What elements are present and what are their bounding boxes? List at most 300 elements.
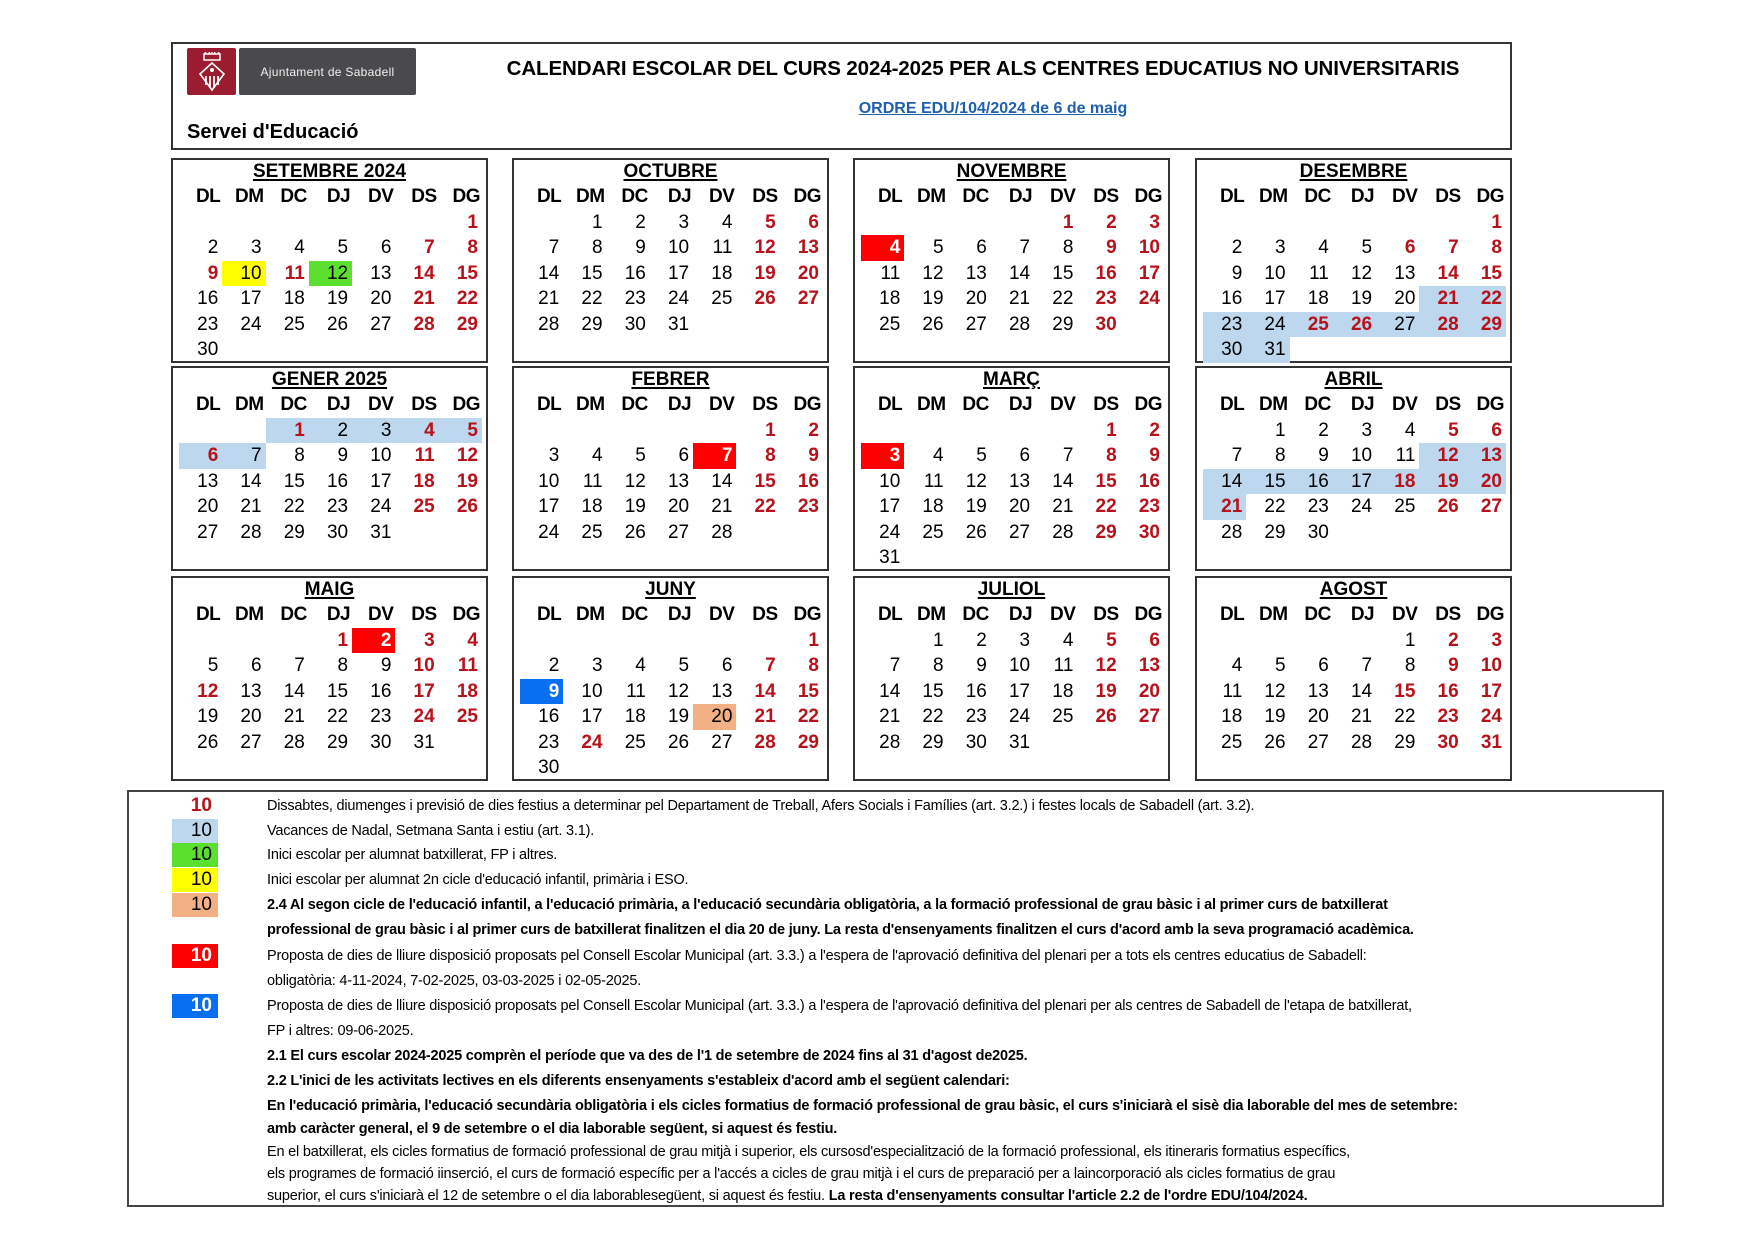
weekday-label: DL (195, 186, 221, 207)
week-row (1203, 418, 1506, 444)
week-row (179, 730, 482, 756)
weekday-label: DS (1093, 186, 1119, 207)
day-cell: 12 (965, 470, 987, 492)
legend-text (267, 1144, 1350, 1160)
weekday-label: DC (962, 604, 989, 625)
day-cell: 25 (922, 521, 944, 543)
empty-cell (780, 520, 823, 546)
week-row (179, 312, 482, 338)
legend-text (267, 973, 641, 989)
legend-text-main: obligatòria: 4-11-2024, 7-02-2025, 03-03-2025 i 02-05-2025. (267, 972, 642, 989)
weekday-label: DC (280, 394, 307, 415)
legend-text-main: 2.4 Al segon cicle de l'educació infantil, a l'educació primària, a l'educació secundària obligatòria, a la formació professional de grau bàsic i al primer curs de batxillerat (267, 896, 1388, 913)
legend-text (267, 823, 594, 839)
day-cell: 13 (240, 680, 262, 702)
empty-cell (1376, 210, 1419, 236)
legend-text-main: Vacances de Nadal, Setmana Santa i estiu (art. 3.1). (267, 822, 595, 839)
weekday-label: DL (195, 394, 221, 415)
empty-cell (266, 337, 309, 363)
weekday-label: DC (621, 604, 648, 625)
week-row (861, 679, 1164, 705)
legend-text (267, 1166, 1335, 1182)
week-row (520, 235, 823, 261)
day-cell: 24 (538, 521, 560, 543)
day-cell: 23 (624, 288, 646, 309)
day-cell: 15 (1052, 262, 1074, 284)
day-cell: 5 (1106, 629, 1117, 651)
month-title (855, 369, 1168, 391)
weekday-label: DM (576, 394, 605, 415)
month-calendar (853, 158, 1170, 363)
legend-text-main: els programes de formació iinserció, el curs de formació específic per a l'accés a cicles de grau mitjà i el curs de preparació per a laincorporació als cicles formatius de grau (267, 1165, 1336, 1182)
day-cell: 10 (413, 655, 435, 676)
day-cell: 4 (395, 418, 438, 444)
day-cell: 2 (352, 628, 395, 654)
week-row (861, 730, 1164, 756)
day-cell: 11 (414, 445, 435, 466)
week-row (179, 628, 482, 654)
week-row (861, 520, 1164, 546)
day-cell: 2 (635, 211, 646, 233)
day-cell: 20 (667, 496, 690, 517)
weekday-label: DM (1259, 394, 1288, 415)
day-cell: 7 (222, 443, 265, 469)
day-cell: 15 (922, 680, 944, 702)
day-cell: 18 (456, 680, 478, 702)
month-calendar (512, 366, 829, 571)
month-calendar (512, 158, 829, 363)
legend (127, 790, 1664, 1207)
empty-cell (1419, 520, 1462, 546)
day-cell: 31 (1480, 731, 1502, 753)
day-cell: 17 (581, 706, 603, 727)
empty-cell (861, 210, 904, 236)
day-cell: 17 (413, 680, 435, 702)
weekday-label: DV (368, 186, 394, 207)
day-cell: 12 (667, 680, 690, 702)
day-cell: 25 (1221, 731, 1243, 753)
week-row (861, 235, 1164, 261)
legend-swatch: 10 (172, 893, 218, 917)
day-cell: 23 (1437, 706, 1459, 727)
month-title (173, 369, 486, 391)
day-cell: 28 (1221, 521, 1243, 543)
day-cell: 26 (1437, 496, 1459, 517)
day-cell: 19 (754, 262, 776, 284)
empty-cell (693, 755, 736, 781)
week-row (1203, 679, 1506, 705)
day-cell: 7 (693, 443, 736, 469)
day-cell: 22 (1463, 286, 1506, 312)
empty-cell (991, 545, 1034, 571)
empty-cell (607, 755, 650, 781)
day-cell: 20 (693, 704, 736, 730)
week-row (179, 494, 482, 520)
empty-cell (1121, 545, 1164, 571)
week-row (179, 261, 482, 287)
month-title (514, 161, 827, 183)
day-cell: 6 (380, 237, 392, 258)
day-cell: 9 (1231, 262, 1243, 284)
day-cell: 27 (1307, 731, 1329, 753)
day-cell: 16 (326, 470, 349, 492)
day-cell: 2 (808, 419, 819, 441)
day-cell: 9 (1149, 445, 1160, 466)
weekday-label: DL (536, 394, 562, 415)
day-cell: 28 (1350, 731, 1373, 753)
week-row (1203, 704, 1506, 730)
weekday-label: DM (917, 186, 946, 207)
day-cell: 4 (591, 445, 603, 466)
empty-cell (1333, 628, 1376, 654)
week-row (179, 443, 482, 469)
month-grid (1203, 184, 1506, 363)
day-cell: 14 (1203, 469, 1246, 495)
weekday-label: DC (621, 186, 648, 207)
week-row (861, 443, 1164, 469)
day-cell: 10 (667, 237, 690, 258)
legend-text (267, 998, 1412, 1014)
day-cell: 3 (1019, 629, 1031, 651)
day-cell: 4 (932, 445, 944, 466)
day-cell: 23 (1095, 288, 1117, 309)
day-cell: 5 (207, 655, 219, 676)
day-cell: 30 (1138, 521, 1160, 543)
empty-cell (693, 312, 736, 338)
day-cell: 4 (1231, 655, 1243, 676)
legend-swatch: 10 (172, 843, 218, 867)
day-cell: 14 (754, 680, 776, 702)
empty-cell (1463, 337, 1506, 363)
weekday-label: DC (1304, 186, 1331, 207)
weekday-label: DL (877, 604, 903, 625)
legend-item (129, 993, 1662, 1018)
day-cell: 5 (1448, 419, 1459, 441)
day-cell: 8 (932, 655, 944, 676)
day-cell: 24 (1008, 706, 1031, 727)
day-cell: 18 (1307, 288, 1329, 309)
day-cell: 24 (240, 313, 262, 335)
week-row (520, 520, 823, 546)
day-cell: 6 (1149, 629, 1160, 651)
week-row (1203, 628, 1506, 654)
day-cell: 11 (284, 262, 305, 284)
day-cell: 20 (370, 288, 392, 309)
day-cell: 14 (240, 470, 262, 492)
weekday-label: DJ (326, 394, 351, 415)
month-grid (861, 602, 1164, 755)
day-cell: 16 (797, 470, 819, 492)
empty-cell (222, 337, 265, 363)
legend-item (129, 1093, 1662, 1118)
month-calendar (1195, 366, 1512, 571)
weekday-label: DL (536, 604, 562, 625)
city-logo (187, 48, 416, 95)
day-cell: 30 (1437, 731, 1459, 753)
day-cell: 23 (326, 496, 349, 517)
empty-cell (1290, 210, 1333, 236)
empty-cell (1290, 628, 1333, 654)
day-cell: 17 (1333, 469, 1376, 495)
week-row (179, 337, 482, 363)
weekday-label: DS (752, 186, 778, 207)
day-cell: 28 (1052, 521, 1074, 543)
day-cell: 11 (1309, 262, 1329, 284)
weekday-label: DC (962, 394, 989, 415)
day-cell: 27 (1376, 312, 1419, 338)
day-cell: 4 (861, 235, 904, 261)
weekday-label: DC (1304, 394, 1331, 415)
day-cell: 9 (207, 262, 219, 284)
day-cell: 1 (1062, 211, 1074, 233)
day-cell: 20 (1394, 288, 1416, 309)
day-cell: 3 (1149, 211, 1160, 233)
day-cell: 13 (1463, 443, 1506, 469)
legend-text-main: Inici escolar per alumnat batxillerat, FP i altres. (267, 846, 558, 863)
day-cell: 11 (880, 262, 901, 284)
empty-cell (395, 520, 438, 546)
day-cell: 11 (712, 237, 733, 258)
day-cell: 27 (667, 521, 690, 543)
empty-cell (395, 337, 438, 363)
week-row (179, 210, 482, 236)
empty-cell (650, 755, 693, 781)
day-cell: 14 (538, 262, 560, 284)
day-cell: 16 (624, 262, 646, 284)
month-name: MARÇ (983, 369, 1040, 390)
day-cell: 15 (326, 680, 349, 702)
weekday-label: DL (1219, 394, 1245, 415)
week-row (1203, 261, 1506, 287)
day-cell: 21 (754, 706, 776, 727)
day-cell: 20 (1008, 496, 1031, 517)
day-cell: 1 (808, 629, 819, 651)
week-row (179, 418, 482, 444)
week-row (861, 210, 1164, 236)
day-cell: 30 (1307, 521, 1329, 543)
day-cell: 21 (413, 288, 435, 309)
day-cell: 22 (922, 706, 944, 727)
day-cell: 10 (538, 470, 560, 492)
day-cell: 31 (370, 521, 392, 543)
day-cell: 23 (538, 731, 560, 753)
weekday-label: DV (709, 186, 735, 207)
weekday-label: DJ (326, 604, 351, 625)
empty-cell (222, 418, 265, 444)
week-row (520, 704, 823, 730)
weekday-label: DL (1219, 186, 1245, 207)
weekday-label: DV (1050, 186, 1076, 207)
legend-item (129, 1183, 1662, 1208)
legend-text-main: 2.1 El curs escolar 2024-2025 comprèn el període que va des de l'1 de setembre de 2024 fins al 31 d'agost de2025. (267, 1047, 1028, 1064)
day-cell: 17 (1264, 288, 1286, 309)
day-cell: 14 (879, 680, 901, 702)
weekday-label: DC (280, 186, 307, 207)
day-cell: 13 (370, 262, 392, 284)
day-cell: 16 (370, 680, 392, 702)
day-cell: 25 (413, 496, 435, 517)
day-cell: 8 (337, 655, 349, 676)
day-cell: 16 (197, 288, 219, 309)
day-cell: 20 (197, 496, 219, 517)
empty-cell (736, 312, 779, 338)
day-cell: 6 (179, 443, 222, 469)
month-grid (1203, 392, 1506, 545)
legend-text (267, 1098, 1458, 1114)
day-cell: 28 (413, 313, 435, 335)
day-cell: 5 (337, 237, 349, 258)
day-cell: 25 (581, 521, 603, 543)
day-cell: 19 (1264, 706, 1286, 727)
legend-item (129, 1018, 1662, 1043)
day-cell: 24 (413, 706, 435, 727)
day-cell: 30 (197, 339, 219, 360)
month-grid (179, 602, 482, 755)
weekday-label: DJ (667, 394, 692, 415)
day-cell: 3 (1361, 419, 1373, 441)
empty-cell (1203, 210, 1246, 236)
day-cell: 8 (1062, 237, 1074, 258)
day-cell: 10 (1264, 262, 1286, 284)
day-cell: 14 (1008, 262, 1031, 284)
empty-cell (736, 628, 779, 654)
empty-cell (563, 755, 606, 781)
day-cell: 25 (283, 313, 305, 335)
day-cell: 13 (1138, 655, 1160, 676)
weekday-label: DS (411, 394, 437, 415)
day-cell: 19 (667, 706, 690, 727)
weekday-header (861, 392, 1164, 418)
day-cell: 28 (711, 521, 733, 543)
weekday-header (1203, 602, 1506, 628)
day-cell: 1 (1491, 211, 1502, 233)
day-cell: 1 (1404, 629, 1416, 651)
empty-cell (352, 210, 395, 236)
day-cell: 21 (1350, 706, 1373, 727)
weekday-label: DG (793, 394, 821, 415)
day-cell: 10 (1008, 655, 1031, 676)
day-cell: 19 (1095, 680, 1117, 702)
legend-swatch: 10 (190, 794, 212, 816)
day-cell: 9 (1106, 237, 1117, 258)
week-row (1203, 210, 1506, 236)
day-cell: 16 (1138, 470, 1160, 492)
empty-cell (1203, 418, 1246, 444)
day-cell: 5 (976, 445, 987, 466)
week-row (1203, 235, 1506, 261)
day-cell: 8 (1274, 445, 1286, 466)
empty-cell (1333, 337, 1376, 363)
day-cell: 11 (1053, 655, 1074, 676)
day-cell: 26 (1264, 731, 1286, 753)
day-cell: 19 (922, 288, 944, 309)
legend-text (267, 872, 688, 888)
legend-text (267, 1073, 1010, 1089)
empty-cell (948, 418, 991, 444)
weekday-label: DC (1304, 604, 1331, 625)
legend-item (129, 842, 1662, 867)
month-name: NOVEMBRE (956, 161, 1067, 182)
day-cell: 15 (581, 262, 603, 284)
day-cell: 2 (548, 655, 560, 676)
day-cell: 28 (1419, 312, 1462, 338)
order-link[interactable]: ORDRE EDU/104/2024 de 6 de maig (858, 100, 1128, 117)
day-cell: 22 (797, 706, 819, 727)
day-cell: 25 (1394, 496, 1416, 517)
week-row (1203, 653, 1506, 679)
month-grid (179, 184, 482, 363)
day-cell: 7 (1231, 445, 1243, 466)
day-cell: 3 (1491, 629, 1502, 651)
day-cell: 1 (266, 418, 309, 444)
empty-cell (1376, 337, 1419, 363)
empty-cell (780, 755, 823, 781)
day-cell: 23 (1203, 312, 1246, 338)
week-row (520, 653, 823, 679)
weekday-label: DS (752, 604, 778, 625)
day-cell: 2 (207, 237, 219, 258)
day-cell: 12 (624, 470, 646, 492)
weekday-header (179, 184, 482, 210)
week-row (179, 286, 482, 312)
weekday-label: DG (1476, 604, 1504, 625)
legend-text-main: Proposta de dies de lliure disposició proposats pel Consell Escolar Municipal (art. 3.3.) a l'espera de l'aprovació definitiva del plenari per a tots els centres educatius de Sabadell: (267, 947, 1367, 964)
week-row (520, 730, 823, 756)
weekday-label: DC (280, 604, 307, 625)
day-cell: 28 (240, 521, 262, 543)
month-title (514, 369, 827, 391)
day-cell: 21 (879, 706, 901, 727)
day-cell: 23 (1138, 496, 1160, 517)
day-cell: 22 (1394, 706, 1416, 727)
day-cell: 11 (1395, 445, 1416, 466)
day-cell: 3 (250, 237, 262, 258)
day-cell: 23 (370, 706, 392, 727)
empty-cell (309, 337, 352, 363)
day-cell: 30 (624, 313, 646, 335)
day-cell: 19 (1350, 288, 1373, 309)
weekday-label: DJ (1350, 186, 1375, 207)
day-cell: 12 (922, 262, 944, 284)
day-cell: 20 (797, 262, 819, 284)
day-cell: 9 (635, 237, 646, 258)
month-title (173, 579, 486, 601)
empty-cell (1034, 418, 1077, 444)
day-cell: 2 (1448, 629, 1459, 651)
legend-item (129, 943, 1662, 968)
day-cell: 7 (1019, 237, 1031, 258)
day-cell: 19 (624, 496, 646, 517)
weekday-label: DJ (1350, 394, 1375, 415)
day-cell: 31 (879, 547, 901, 568)
legend-item (129, 818, 1662, 843)
day-cell: 1 (467, 211, 478, 233)
empty-cell (1246, 210, 1289, 236)
weekday-label: DJ (1008, 604, 1033, 625)
month-title (173, 161, 486, 183)
day-cell: 6 (976, 237, 987, 258)
legend-swatch: 10 (172, 944, 218, 968)
empty-cell (1290, 337, 1333, 363)
day-cell: 10 (581, 680, 603, 702)
day-cell: 21 (240, 496, 262, 517)
day-cell: 17 (538, 496, 560, 517)
month-title (1197, 161, 1510, 183)
day-cell: 27 (1480, 496, 1502, 517)
day-cell: 27 (370, 313, 392, 335)
day-cell: 28 (1008, 313, 1031, 335)
day-cell: 26 (197, 731, 219, 753)
